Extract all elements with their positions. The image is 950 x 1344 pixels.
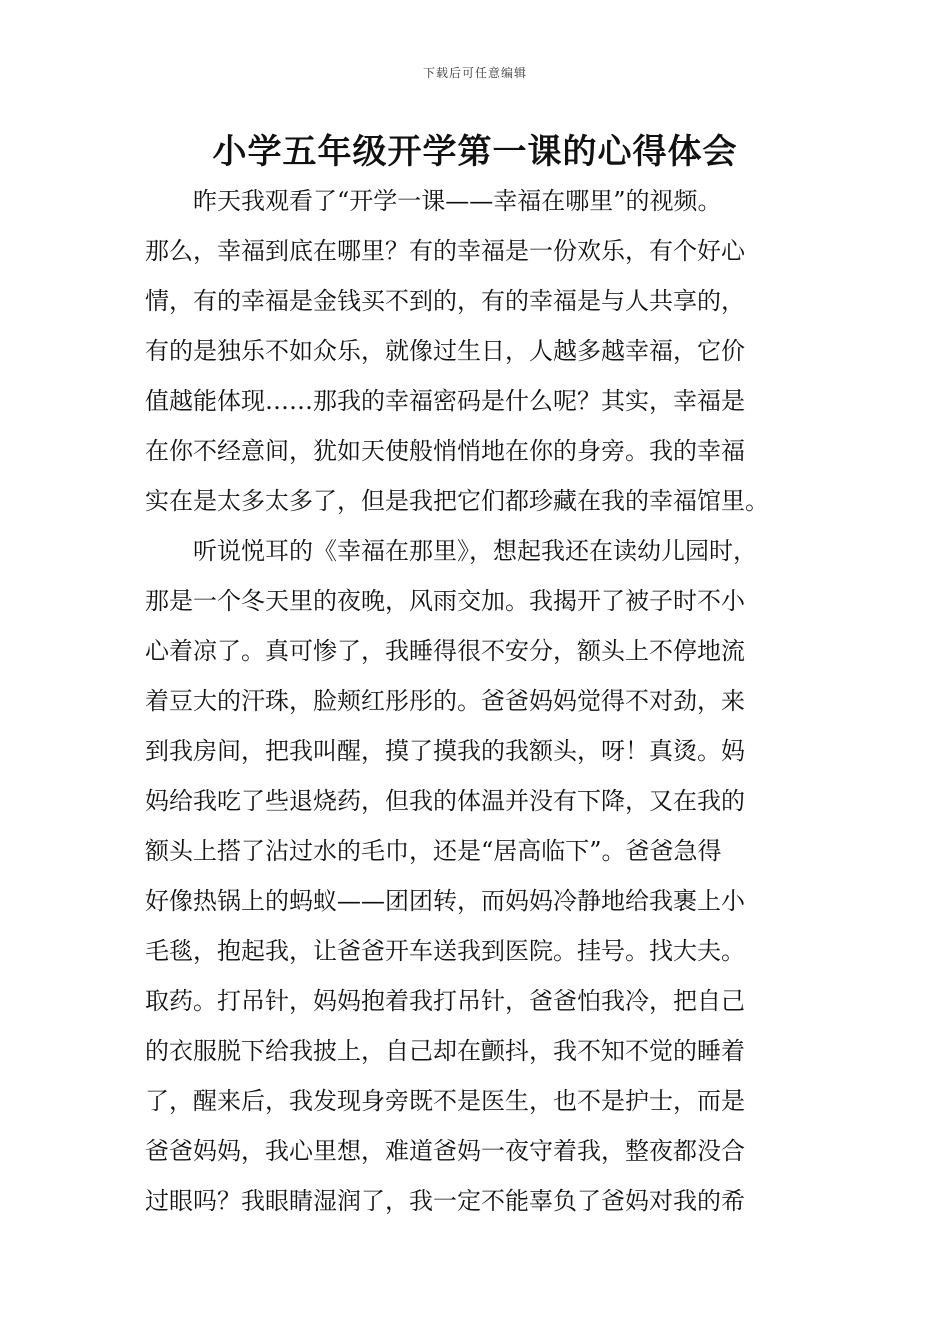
- paragraph-2-line-8: 好像热锅上的蚂蚁——团团转，而妈妈冷静地给我裹上小: [145, 887, 745, 915]
- paragraph-2-line-14: 过眼吗？我眼睛湿润了，我一定不能辜负了爸妈对我的希: [145, 1187, 745, 1215]
- paragraph-2-line-11: 的衣服脱下给我披上，自己却在颤抖，我不知不觉的睡着: [145, 1037, 745, 1065]
- paragraph-2-line-6: 妈给我吃了些退烧药，但我的体温并没有下降，又在我的: [145, 787, 745, 815]
- paragraph-2-line-13: 爸爸妈妈，我心里想，难道爸妈一夜守着我，整夜都没合: [145, 1137, 745, 1165]
- paragraph-1-line-2: 那么，幸福到底在哪里？有的幸福是一份欢乐，有个好心: [145, 237, 745, 265]
- document-body: [145, 176, 810, 1226]
- paragraph-2-line-4: 着豆大的汗珠，脸颊红彤彤的。爸爸妈妈觉得不对劲，来: [145, 687, 745, 715]
- paragraph-1-line-4: 有的是独乐不如众乐，就像过生日，人越多越幸福，它价: [145, 337, 745, 365]
- paragraph-2-line-9: 毛毯，抱起我，让爸爸开车送我到医院。挂号。找大夫。: [145, 937, 745, 965]
- paragraph-2-line-2: 那是一个冬天里的夜晚，风雨交加。我揭开了被子时不小: [145, 587, 745, 615]
- paragraph-1-line-1: 昨天我观看了“开学一课——幸福在哪里”的视频。: [193, 187, 722, 215]
- paragraph-1-line-3: 情，有的幸福是金钱买不到的，有的幸福是与人共享的，: [145, 287, 745, 315]
- paragraph-2-line-1: 听说悦耳的《幸福在那里》，想起我还在读幼儿园时，: [193, 537, 757, 565]
- paragraph-1-line-7: 实在是太多太多了，但是我把它们都珍藏在我的幸福馆里。: [145, 487, 769, 515]
- header-note: 下载后可任意编辑: [422, 66, 527, 80]
- document-title: 小学五年级开学第一课的心得体会: [212, 132, 738, 172]
- paragraph-2-line-10: 取药。打吊针，妈妈抱着我打吊针，爸爸怕我冷，把自己: [145, 987, 745, 1015]
- paragraph-2-line-3: 心着凉了。真可惨了，我睡得很不安分，额头上不停地流: [145, 637, 745, 665]
- paragraph-2-line-12: 了，醒来后，我发现身旁既不是医生，也不是护士，而是: [145, 1087, 745, 1115]
- paragraph-1-line-6: 在你不经意间，犹如天使般悄悄地在你的身旁。我的幸福: [145, 437, 745, 465]
- paragraph-1-line-5: 值越能体现……那我的幸福密码是什么呢？其实，幸福是: [145, 387, 745, 415]
- paragraph-2-line-7: 额头上搭了沾过水的毛巾，还是“居高临下”。爸爸急得: [145, 837, 722, 865]
- paragraph-2-line-5: 到我房间，把我叫醒，摸了摸我的我额头，呀！真烫。妈: [145, 737, 745, 765]
